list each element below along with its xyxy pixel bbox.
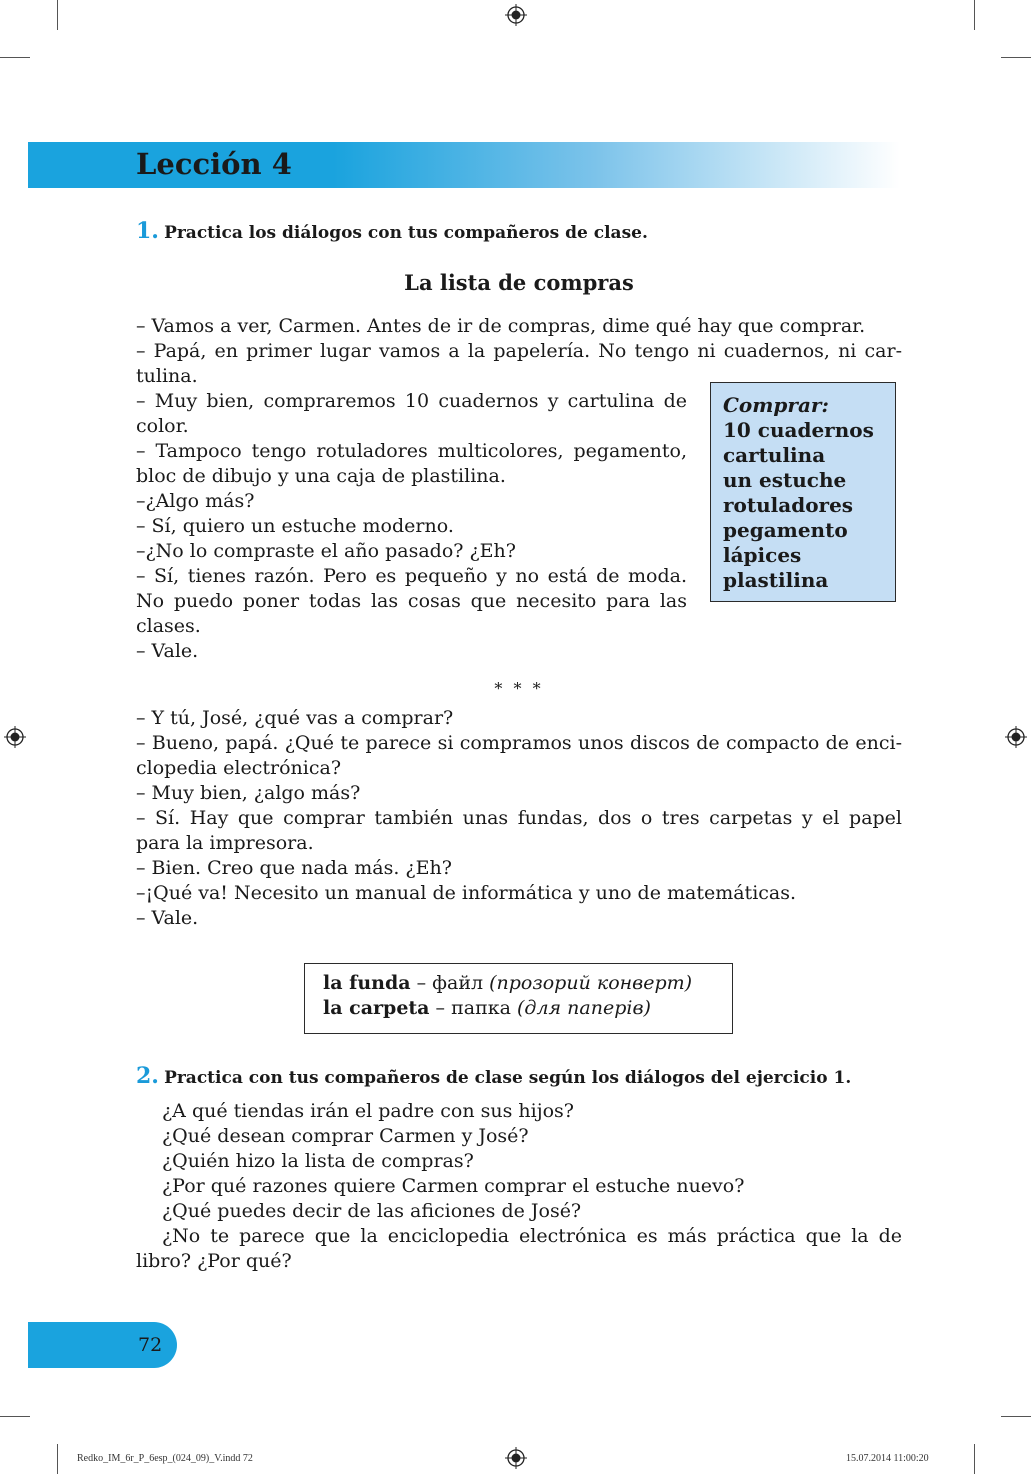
dialog-line: – Papá, en primer lugar vamos a la papelería. No tengo ni cuadernos, ni car-	[136, 340, 902, 362]
crop-mark	[974, 1444, 975, 1474]
exercise-instruction: Practica con tus compañeros de clase según los diálogos del ejercicio 1.	[164, 1068, 852, 1088]
registration-mark-icon	[4, 726, 26, 748]
crop-mark	[974, 0, 975, 30]
shopping-list-item: lápices	[723, 543, 802, 567]
dialog-line: – Vale.	[136, 907, 199, 929]
exercise-1-heading	[136, 218, 648, 245]
shopping-list-item: un estuche	[723, 468, 847, 492]
shopping-list-item: rotuladores	[723, 493, 854, 517]
vocabulary-dash: –	[429, 997, 452, 1019]
vocabulary-note: (прозорий конверт)	[489, 972, 693, 994]
vocabulary-note: (для паперів)	[517, 997, 651, 1019]
dialog-line: – Sí, tienes razón. Pero es pequeño y no está de moda.	[136, 565, 687, 587]
registration-mark-icon	[505, 4, 527, 26]
dialog-line: – Muy bien, ¿algo más?	[136, 782, 361, 804]
page-number: 72	[138, 1334, 163, 1356]
crop-mark	[57, 0, 58, 30]
question-line: libro? ¿Por qué?	[136, 1250, 292, 1272]
shopping-list-title: Comprar:	[723, 393, 829, 417]
dialog-title: La lista de compras	[404, 270, 634, 295]
dialog-line: clopedia electrónica?	[136, 757, 342, 779]
question-line: ¿A qué tiendas irán el padre con sus hijos?	[162, 1100, 574, 1122]
question-line: ¿Qué desean comprar Carmen y José?	[162, 1125, 529, 1147]
dialog-line: – Y tú, José, ¿qué vas a comprar?	[136, 707, 454, 729]
vocabulary-term: la funda	[323, 972, 411, 994]
dialog-line: No puedo poner todas las cosas que necesito para las	[136, 590, 687, 612]
question-line: ¿No te parece que la enciclopedia electrónica es más práctica que la de	[162, 1225, 902, 1247]
dialog-line: – Bien. Creo que nada más. ¿Eh?	[136, 857, 452, 879]
dialog-line: bloc de dibujo y una caja de plastilina.	[136, 465, 506, 487]
exercise-instruction: Practica los diálogos con tus compañeros de clase.	[164, 223, 648, 243]
vocabulary-translation: файл	[432, 972, 484, 994]
vocabulary-box	[304, 963, 733, 1034]
dialog-line: – Tampoco tengo rotuladores multicolores, pegamento,	[136, 440, 687, 462]
registration-mark-icon	[505, 1447, 527, 1469]
dialog-line: para la impresora.	[136, 832, 314, 854]
crop-mark	[1001, 1416, 1031, 1417]
dialog-line: – Vamos a ver, Carmen. Antes de ir de compras, dime qué hay que comprar.	[136, 315, 866, 337]
vocabulary-term: la carpeta	[323, 997, 430, 1019]
footer-file-name: Redko_IM_6r_P_6esp_(024_09)_V.indd 72	[77, 1453, 253, 1464]
question-line: ¿Qué puedes decir de las aficiones de José?	[162, 1200, 582, 1222]
vocabulary-translation: папка	[451, 997, 511, 1019]
dialog-line: –¡Qué va! Necesito un manual de informática y uno de matemáticas.	[136, 882, 797, 904]
shopping-list-item: 10 cuadernos	[723, 418, 874, 442]
dialog-line: color.	[136, 415, 189, 437]
dialog-line: – Muy bien, compraremos 10 cuadernos y cartulina de	[136, 390, 687, 412]
exercise-number: 1.	[136, 218, 159, 244]
crop-mark	[0, 57, 30, 58]
section-separator: * * *	[494, 679, 544, 698]
vocabulary-dash: –	[410, 972, 433, 994]
registration-mark-icon	[1005, 726, 1027, 748]
lesson-title: Lección 4	[136, 147, 292, 181]
exercise-2-heading	[136, 1063, 851, 1090]
dialog-line: tulina.	[136, 365, 198, 387]
shopping-list-item: pegamento	[723, 518, 848, 542]
exercise-number: 2.	[136, 1063, 159, 1089]
crop-mark	[1001, 57, 1031, 58]
crop-mark	[0, 1416, 30, 1417]
question-line: ¿Quién hizo la lista de compras?	[162, 1150, 474, 1172]
dialog-line: – Sí, quiero un estuche moderno.	[136, 515, 454, 537]
crop-mark	[57, 1444, 58, 1474]
shopping-list-item: cartulina	[723, 443, 826, 467]
vocabulary-entry	[323, 996, 732, 1021]
dialog-line: – Bueno, papá. ¿Qué te parece si compramos unos discos de compacto de enci-	[136, 732, 902, 754]
footer-timestamp: 15.07.2014 11:00:20	[846, 1453, 929, 1464]
dialog-line: –¿No lo compraste el año pasado? ¿Eh?	[136, 540, 516, 562]
dialog-line: – Sí. Hay que comprar también unas fundas, dos o tres carpetas y el papel	[136, 807, 902, 829]
dialog-line: clases.	[136, 615, 201, 637]
shopping-list-item: plastilina	[723, 568, 829, 592]
vocabulary-entry	[323, 971, 732, 996]
dialog-line: – Vale.	[136, 640, 199, 662]
shopping-list-box	[710, 382, 896, 602]
question-line: ¿Por qué razones quiere Carmen comprar el estuche nuevo?	[162, 1175, 745, 1197]
dialog-line: –¿Algo más?	[136, 490, 255, 512]
